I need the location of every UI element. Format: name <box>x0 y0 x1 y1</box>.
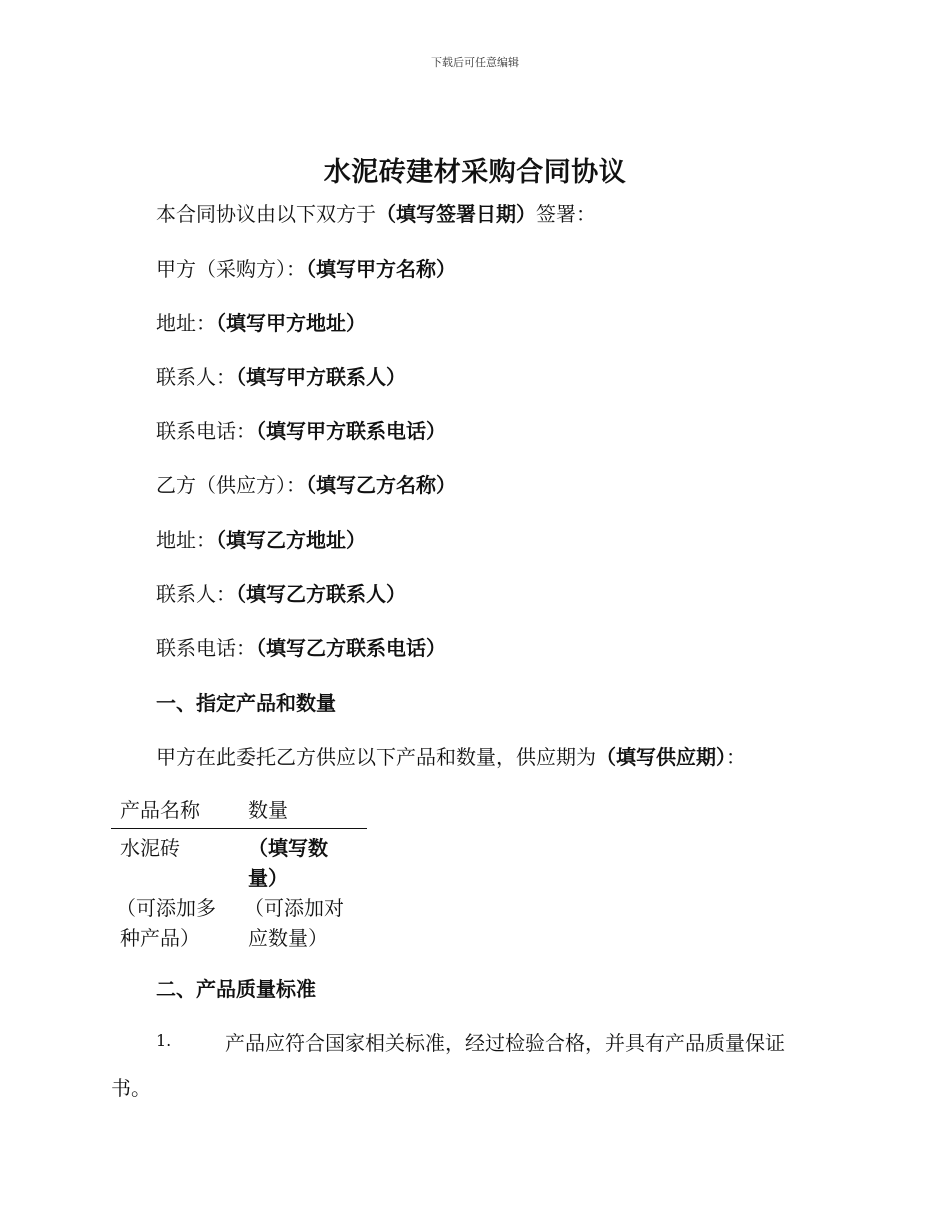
table-row <box>111 833 367 893</box>
intro-prefix: 本合同协议由以下双方于 <box>156 202 376 226</box>
party-b-contact-line <box>156 578 406 607</box>
section-1-text <box>156 741 746 770</box>
product-name-cell <box>111 893 239 953</box>
section-1-text-prefix: 甲方在此委托乙方供应以下产品和数量，供应期为 <box>156 745 596 769</box>
party-a-name-line <box>156 253 456 282</box>
party-a-name-placeholder: （填写甲方名称） <box>306 257 456 281</box>
section-1-text-suffix: ： <box>726 745 746 769</box>
party-a-contact-placeholder: （填写甲方联系人） <box>236 365 406 389</box>
quantity-line: （填写数 <box>248 836 328 860</box>
intro-suffix: 签署： <box>536 202 596 226</box>
party-b-address-placeholder: （填写乙方地址） <box>216 528 366 552</box>
party-b-phone-line <box>156 632 446 661</box>
party-a-address-label: 地址： <box>156 311 216 335</box>
party-a-contact-line <box>156 361 406 390</box>
party-b-address-label: 地址： <box>156 528 216 552</box>
page-header-note: 下载后可任意编辑 <box>431 56 519 69</box>
party-b-contact-placeholder: （填写乙方联系人） <box>236 582 406 606</box>
supply-period-placeholder: （填写供应期） <box>596 745 726 769</box>
quantity-line: （可添加对 <box>244 896 344 920</box>
quantity-line: 量） <box>248 866 288 890</box>
party-a-phone-placeholder: （填写甲方联系电话） <box>256 419 446 443</box>
column-header-quantity: 数量 <box>248 798 288 822</box>
party-a-contact-label: 联系人： <box>156 365 236 389</box>
intro-line <box>156 198 596 227</box>
section-1-heading: 一、指定产品和数量 <box>156 691 336 715</box>
party-a-phone-line <box>156 415 446 444</box>
party-b-address-line <box>156 524 366 553</box>
products-table <box>111 795 367 953</box>
quantity-line: 应数量） <box>248 926 328 950</box>
section-2-heading: 二、产品质量标准 <box>156 977 316 1001</box>
table-header-row <box>111 795 367 829</box>
product-name-line: 种产品） <box>120 926 200 950</box>
party-b-contact-label: 联系人： <box>156 582 236 606</box>
product-name-line: 水泥砖 <box>120 836 180 860</box>
party-b-phone-placeholder: （填写乙方联系电话） <box>256 636 446 660</box>
party-a-address-line <box>156 307 366 336</box>
product-name-cell <box>111 833 239 893</box>
party-a-phone-label: 联系电话： <box>156 419 256 443</box>
column-header-product-name: 产品名称 <box>120 798 200 822</box>
table-row <box>111 893 367 953</box>
clause-number: 1. <box>156 1031 172 1050</box>
party-b-name-label: 乙方（供应方）： <box>156 473 306 497</box>
party-a-address-placeholder: （填写甲方地址） <box>216 311 366 335</box>
product-name-line: （可添加多 <box>116 896 216 920</box>
document-title: 水泥砖建材采购合同协议 <box>323 157 627 188</box>
clause-text-continuation: 书。 <box>111 1076 151 1100</box>
quantity-cell <box>239 833 367 893</box>
party-b-name-placeholder: （填写乙方名称） <box>306 473 456 497</box>
party-a-name-label: 甲方（采购方）： <box>156 257 306 281</box>
clause-text: 产品应符合国家相关标准，经过检验合格，并具有产品质量保证 <box>225 1031 785 1055</box>
party-b-phone-label: 联系电话： <box>156 636 256 660</box>
signing-date-placeholder: （填写签署日期） <box>376 202 536 226</box>
quantity-cell <box>239 893 367 953</box>
party-b-name-line <box>156 469 456 498</box>
